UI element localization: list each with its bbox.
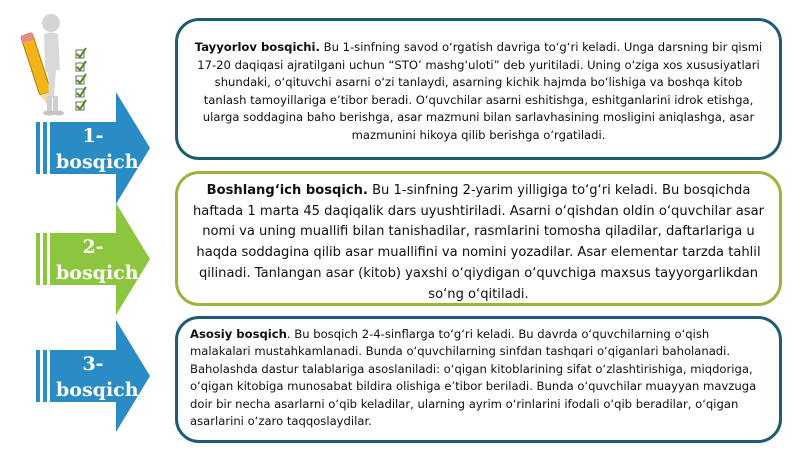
arrow-stripes-3	[36, 350, 46, 402]
stage-description-2	[190, 181, 767, 305]
stage-box-2	[175, 171, 782, 306]
stage-description-3	[190, 326, 767, 430]
stage-text-2: Bu 1-sinfning 2-yarim yilligiga to‘g‘ri keladi. Bu bosqichda haftada 1 marta 45 daqiqalik dars uyushtiriladi. Asarni o‘qishdan oldin o‘quvchilar asar nomi va uning muallifi bilan tanishadilar, rasmlarini tomosha qiladilar, daftarlariga u haqda soddagina qilib asar muallifini va nomini yozadilar. Asar elementar tarzda tahlil qilinadi. Tanlangan asar (kitob) yaxshi o‘qiydigan o‘quvchiga maxsus tayyorgarlikdan so‘ng o‘qitiladi.	[193, 183, 764, 302]
stage-text-3: . Bu bosqich 2-4-sinflarga to‘g‘ri keladi. Bu davrda o‘quvchilarning o‘qish malakalari mustahkamlanadi. Bunda o‘quvchilarning sinfdan tashqari o‘qiganlari baholanadi. Baholashda dastur talablariga asoslaniladi: o‘qigan kitoblarining sifat o‘zlashtirishiga, miqdoriga, o‘qigan kitobiga munosabat bildira olishiga e’tibor beriladi. Bunda o‘quvchilar muayyan mavzuga doir bir necha asarlarni o‘qib keladilar, ularning ayrim o‘rinlarini ifodali o‘qib beradilar, o‘qigan asarlarini o‘zaro taqqoslaydilar.	[190, 327, 757, 429]
stage-title-1: Tayyorlov bosqichi.	[194, 40, 320, 54]
stage-text-1: Bu 1-sinfning savod o‘rgatish davriga to‘g‘ri keladi. Unga darsning bir qismi 17-20 daqiqasi ajratilgani uchun “STO’ mashg‘uloti” deb yuritiladi. Uning o‘ziga xos xususiyatlari shundaki, o‘qituvchi asarni o‘zi tanlaydi, asarning kichik hajmda bo‘lishiga va boshqa kitob tanlash tamoyillariga e’tibor beradi. O‘quvchilar asarni eshitishga, eshitganlarini idrok etishga, ularga soddagina baho berishga, asar mazmuni bilan sarlavhasining mosligini aniqlashga, asar mazmunini hikoya qilib berishga o‘rgatiladi.	[197, 40, 763, 142]
stage-box-1	[175, 18, 782, 160]
arrow-stripes-1	[36, 122, 46, 174]
stage-label-3: 3-bosqich	[56, 353, 139, 401]
stage-box-3	[175, 316, 782, 443]
stage-title-3: Asosiy bosqich	[190, 327, 287, 341]
stage-arrow-1	[50, 92, 150, 204]
stage-description-1	[192, 39, 765, 145]
stage-arrow-2	[50, 203, 150, 315]
stage-label-1: 1-bosqich	[56, 125, 139, 173]
stage-arrow-3	[50, 320, 150, 432]
stage-title-2: Boshlang‘ich bosqich.	[206, 183, 368, 198]
stage-label-2: 2-bosqich	[56, 236, 139, 284]
arrow-stripes-2	[36, 233, 46, 285]
